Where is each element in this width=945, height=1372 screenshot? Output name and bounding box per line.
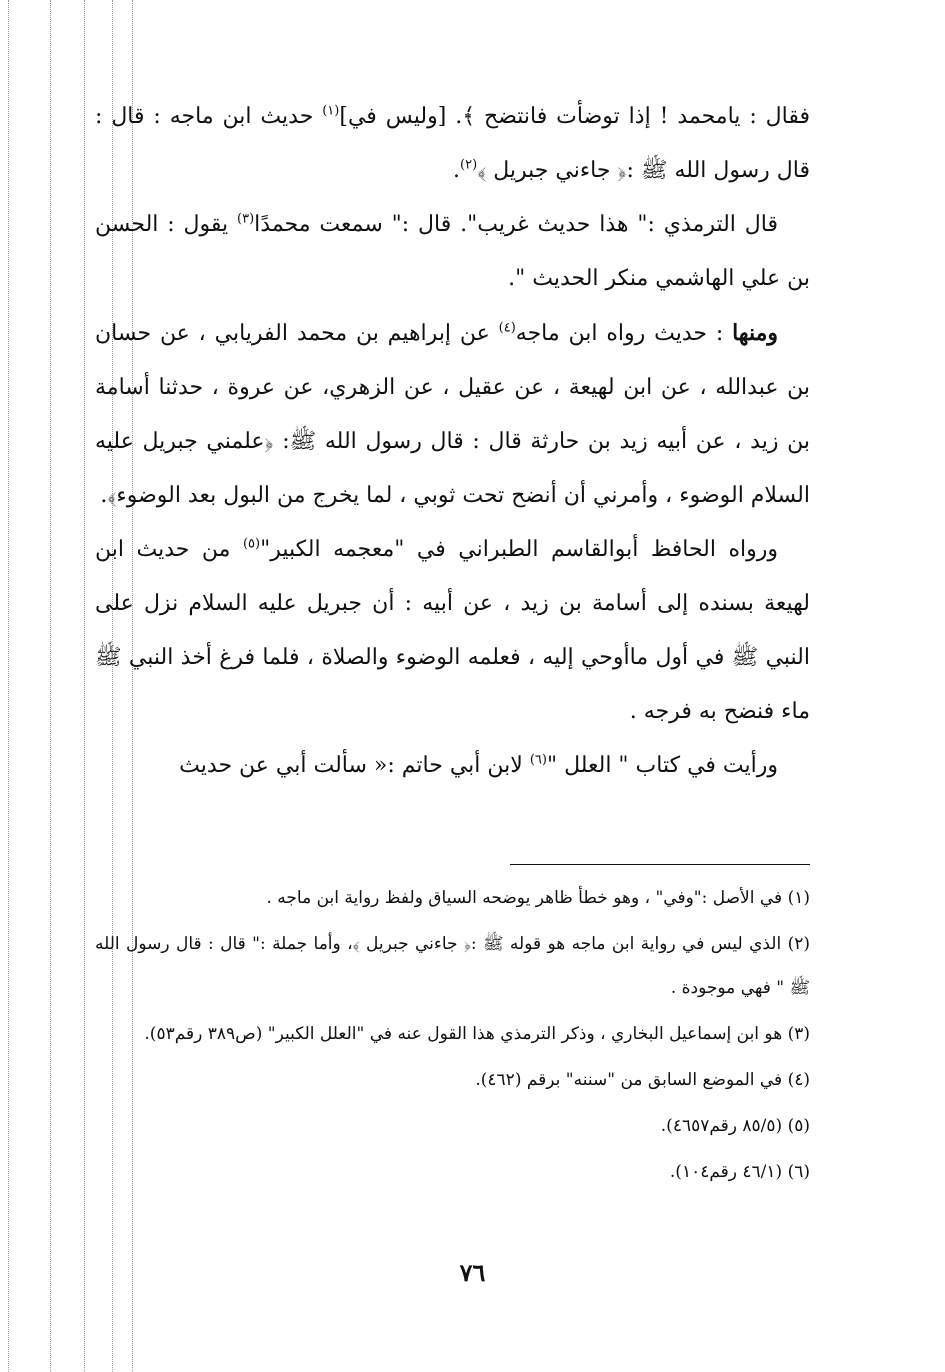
- binding-guide-line: [8, 0, 9, 1372]
- section-lead: ومنها: [732, 320, 778, 346]
- footnote: (٤) في الموضع السابق من "سننه" برقم (٤٦٢).: [475, 1070, 810, 1090]
- footnote-ref: (٥): [242, 536, 261, 552]
- footnote-ref: (٣): [237, 211, 255, 227]
- footnote: (١) في الأصل :"وفي" ، وهو خطأ ظاهر يوضحه السياق ولفظ رواية ابن ماجه .: [266, 888, 810, 908]
- footnote-ref: (٤): [498, 320, 516, 336]
- paragraph-tirmidhi: قال الترمذي :" هذا حديث غريب". قال :" سمعت محمدًا$^{(٣)}$ يقول : الحسن بن علي الهاشمي منكر الحديث ".: [95, 211, 810, 291]
- footnote-ref: (٦): [529, 752, 547, 768]
- paragraph-tabarani: ورواه الحافظ أبوالقاسم الطبراني في "معجمه الكبير"$^{(٥)}$ من حديث ابن لهيعة بسنده إلى أسامة بن زيد ، عن أبيه : أن جبريل عليه السلام نزل على النبي ﷺ في أول ماأوحي إليه ، فعلمه الوضوء والصلاة ، فلما فرغ أخذ النبي ﷺ ماء فنضح به فرجه .: [95, 536, 810, 724]
- footnote: (٣) هو ابن إسماعيل البخاري ، وذكر الترمذي هذا القول عنه في "العلل الكبير" (ص٣٨٩ رقم٥٣).: [144, 1024, 810, 1044]
- binding-guide-line: [50, 0, 51, 1372]
- footnote-separator: [510, 864, 810, 865]
- footnote: (٦) (٤٦/١ رقم١٠٤).: [669, 1162, 810, 1182]
- footnote-ref: (٢): [460, 157, 478, 173]
- footnotes: [95, 876, 810, 1196]
- paragraph-ibn-majah: ومنها : حديث رواه ابن ماجه$^{(٤)}$ عن إبراهيم بن محمد الفريابي ، عن حسان بن عبدالله ، عن ابن لهيعة ، عن عقيل ، عن الزهري، عن عروة ، حدثنا أسامة بن زيد ، عن أبيه زيد بن حارثة قال : قال رسول الله ﷺ: ﴿علمني جبريل عليه السلام الوضوء ، وأمرني أن أنضح تحت ثوبي ، لما يخرج من البول بعد الوضوء﴾.: [95, 320, 810, 508]
- binding-guide-line: [84, 0, 85, 1372]
- footnote-ref: (١): [322, 103, 340, 119]
- footnote: (٢) الذي ليس في رواية ابن ماجه هو قوله ﷺ :﴿ جاءني جبريل ﴾، وأما جملة :" قال : قال رسول الله ﷺ " فهي موجودة .: [95, 934, 810, 998]
- paragraph-hadith-continuation: فقال : يامحمد ! إذا توضأت فانتضح ﴾. [وليس في]$^{(١)}$ حديث ابن ماجه : قال : قال رسول الله ﷺ :﴿ جاءني جبريل ﴾$^{(٢)}$.: [95, 103, 810, 183]
- page-number: ٧٦: [459, 1258, 486, 1287]
- paragraph-ilal: ورأيت في كتاب " العلل "$^{(٦)}$ لابن أبي حاتم :« سألت أبي عن حديث: [179, 752, 778, 778]
- main-text: [95, 90, 810, 793]
- footnote: (٥) (٨٥/٥ رقم٤٦٥٧).: [660, 1116, 810, 1136]
